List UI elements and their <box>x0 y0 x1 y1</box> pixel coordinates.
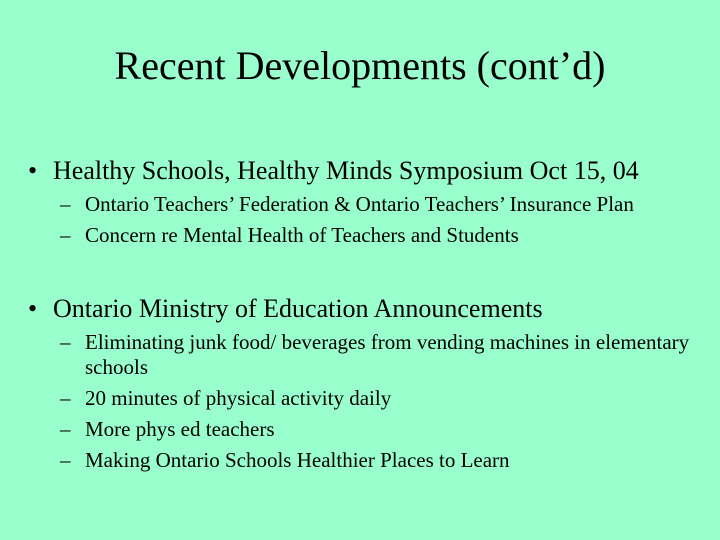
sub-text: 20 minutes of physical activity daily <box>85 386 392 410</box>
sub-item <box>60 448 698 473</box>
bullet-item <box>28 293 698 325</box>
sub-text: Making Ontario Schools Healthier Places to Learn <box>85 448 510 472</box>
sub-text: Concern re Mental Health of Teachers and Students <box>85 223 519 247</box>
slide-title: Recent Developments (cont’d) <box>114 43 606 88</box>
sub-marker: – <box>60 192 71 216</box>
bullet-text: Healthy Schools, Healthy Minds Symposium Oct 15, 04 <box>53 156 639 185</box>
bullet-marker: • <box>28 294 38 323</box>
bullet-item <box>28 155 698 187</box>
sub-text: Eliminating junk food/ beverages from vending machines in elementary schools <box>85 330 690 379</box>
sub-marker: – <box>60 223 71 247</box>
sub-item <box>60 223 698 248</box>
sub-marker: – <box>60 386 71 410</box>
sub-marker: – <box>60 448 71 472</box>
sub-text: Ontario Teachers’ Federation & Ontario Teachers’ Insurance Plan <box>85 192 634 216</box>
sub-marker: – <box>60 417 71 441</box>
sub-list <box>28 330 698 473</box>
bullet-marker: • <box>28 156 38 185</box>
bullet-text: Ontario Ministry of Education Announcements <box>53 294 543 323</box>
sub-item <box>60 330 698 380</box>
sub-item <box>60 417 698 442</box>
sub-marker: – <box>60 330 71 354</box>
bullet-section <box>28 155 698 254</box>
sub-text: More phys ed teachers <box>85 417 275 441</box>
bullet-section <box>28 293 698 479</box>
sub-list <box>28 192 698 248</box>
sub-item <box>60 192 698 217</box>
sub-item <box>60 386 698 411</box>
